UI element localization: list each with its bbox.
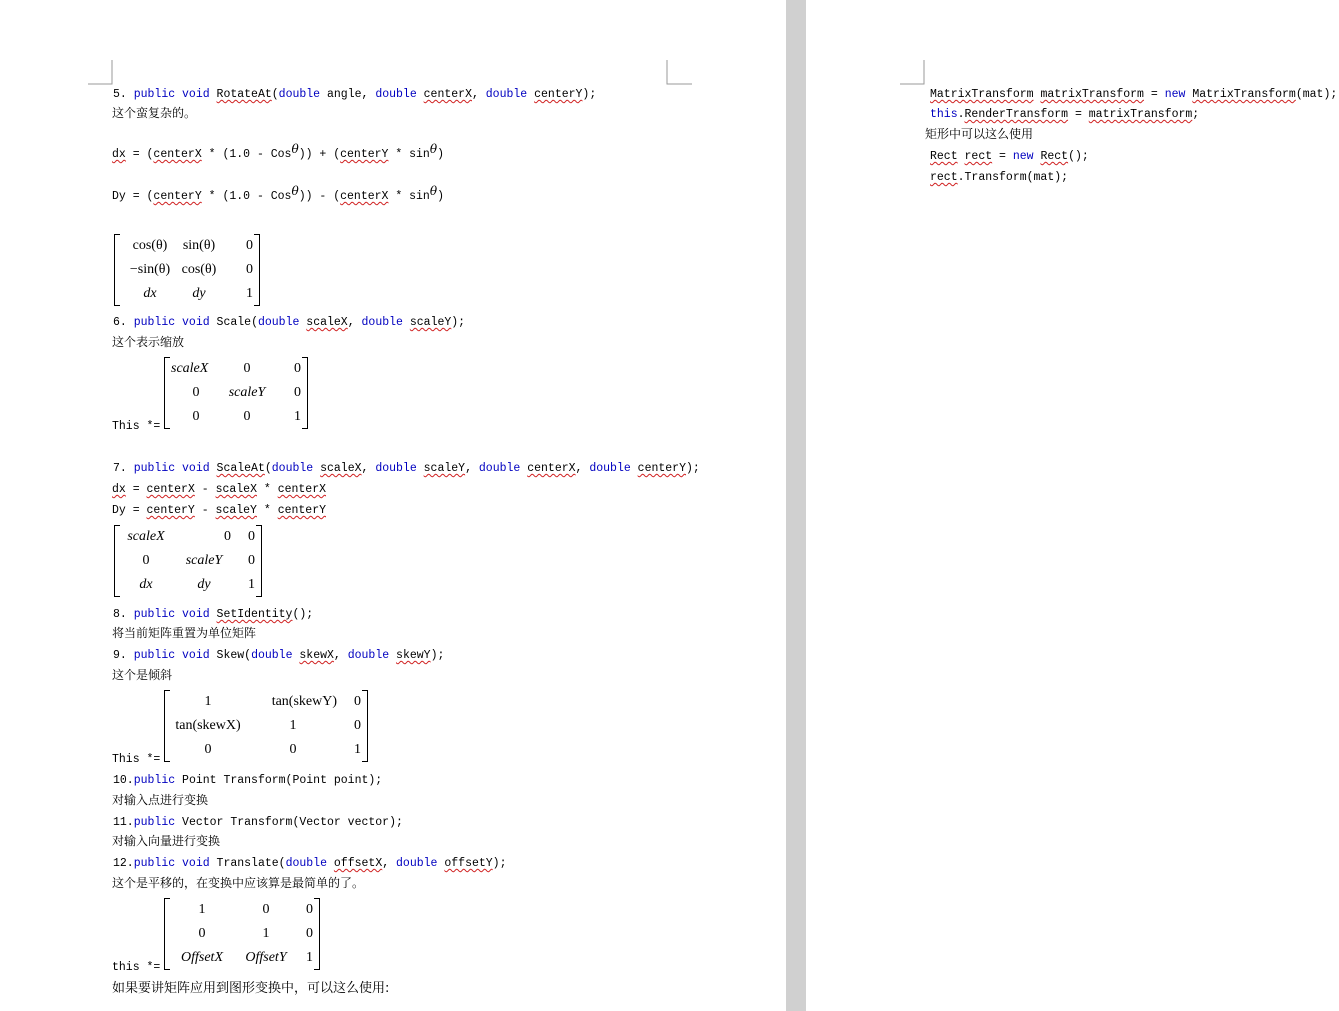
margin-mark-top-left <box>88 60 114 86</box>
rect-usage-note: 矩形中可以这么使用 <box>925 127 1034 141</box>
rotateat-matrix: cos(θ) sin(θ) 0 −sin(θ) cos(θ) 0 dx dy 1 <box>114 234 260 306</box>
code-line-matrix-transform: MatrixTransform matrixTransform = new MatrixTransform(mat); <box>930 88 1338 101</box>
margin-mark-top-left <box>900 60 926 86</box>
translate-matrix: 1 0 0 0 1 0 OffsetX OffsetY 1 <box>164 898 320 970</box>
rotateat-description: 这个蛮复杂的。 <box>112 106 197 120</box>
page-gap <box>786 0 806 1011</box>
code-line-rect-transform: rect.Transform(mat); <box>930 171 1069 184</box>
scaleat-dx-formula: dx = centerX - scaleX * centerX <box>112 483 327 496</box>
skew-signature: 9. public void Skew(double skewX, double skewY); <box>113 649 445 662</box>
margin-mark-top-right <box>666 60 692 86</box>
closing-sentence: 如果要讲矩阵应用到图形变换中，可以这么使用: <box>112 981 390 996</box>
skew-prefix: This *= <box>112 753 161 766</box>
scaleat-signature: 7. public void ScaleAt(double scaleX, double scaleY, double centerX, double centerY); <box>113 462 700 475</box>
transform-point-description: 对输入点进行变换 <box>112 793 209 807</box>
scale-signature: 6. public void Scale(double scaleX, double scaleY); <box>113 316 466 329</box>
translate-description: 这个是平移的，在变换中应该算是最简单的了。 <box>112 876 365 890</box>
rotateat-dx-formula: dx = (centerX * (1.0 - Cosθ)) + (centerY * sinθ) <box>112 142 444 161</box>
code-line-render-transform: this.RenderTransform = matrixTransform; <box>930 108 1200 121</box>
translate-prefix: this *= <box>112 961 161 974</box>
scaleat-matrix: scaleX 0 0 0 scaleY 0 dx dy 1 <box>114 525 262 597</box>
scale-description: 这个表示缩放 <box>112 335 185 349</box>
rotateat-dy-formula: Dy = (centerY * (1.0 - Cosθ)) - (centerX * sinθ) <box>112 184 444 203</box>
setidentity-signature: 8. public void SetIdentity(); <box>113 608 314 621</box>
skew-description: 这个是倾斜 <box>112 668 173 682</box>
code-line-new-rect: Rect rect = new Rect(); <box>930 150 1089 163</box>
skew-matrix: 1 tan(skewY) 0 tan(skewX) 1 0 0 0 1 <box>164 690 368 762</box>
translate-signature: 12.public void Translate(double offsetX, double offsetY); <box>113 857 507 870</box>
transform-point-signature: 10.public Point Transform(Point point); <box>113 774 383 787</box>
scaleat-dy-formula: Dy = centerY - scaleY * centerY <box>112 504 326 517</box>
scale-matrix: scaleX 0 0 0 scaleY 0 0 0 1 <box>164 357 308 429</box>
document-page-2 <box>806 0 1339 1011</box>
transform-vector-signature: 11.public Vector Transform(Vector vector); <box>113 816 403 829</box>
setidentity-description: 将当前矩阵重置为单位矩阵 <box>112 626 257 640</box>
rotateat-signature: 5. public void RotateAt(double angle, double centerX, double centerY); <box>113 88 597 101</box>
scale-prefix: This *= <box>112 420 161 433</box>
transform-vector-description: 对输入向量进行变换 <box>112 834 221 848</box>
